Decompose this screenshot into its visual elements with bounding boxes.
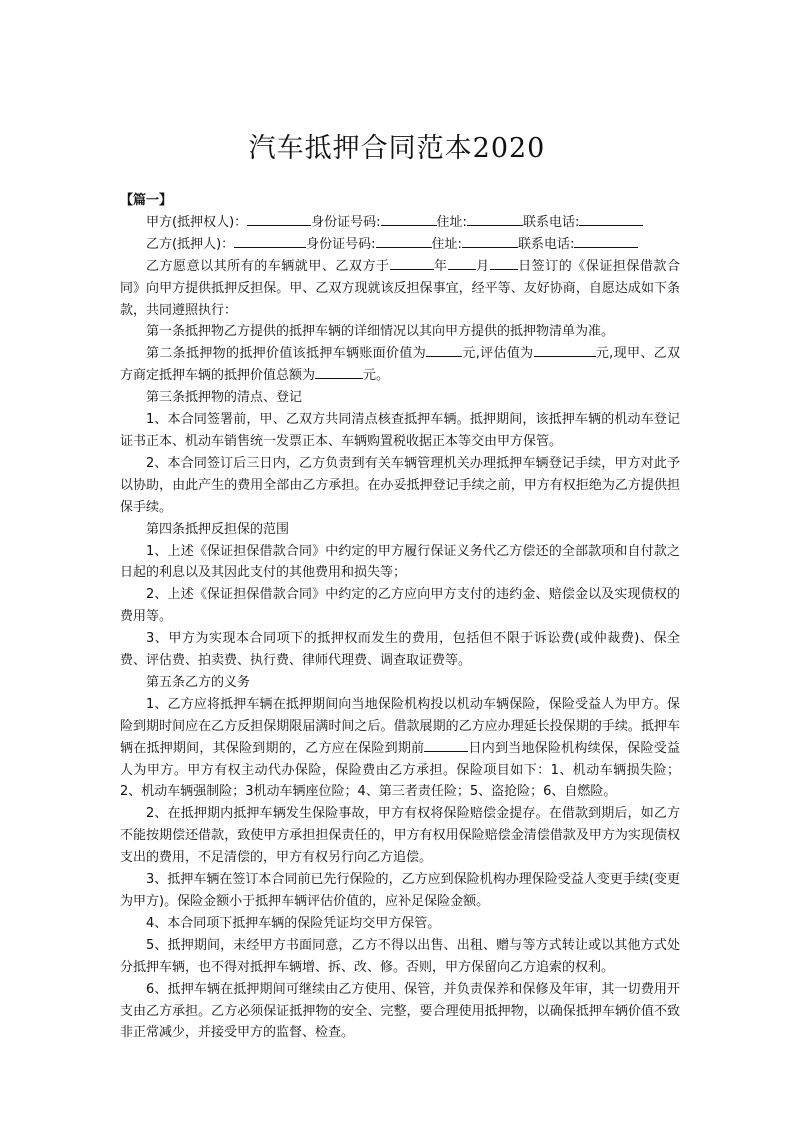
party-a-label: 甲方(抵押权人)： <box>146 214 248 230</box>
month-blank <box>448 256 476 270</box>
art2-text-2: 元,评估值为 <box>462 346 534 362</box>
article-5-heading: 第五条乙方的义务 <box>146 674 251 690</box>
article-5-item-1 <box>120 694 680 804</box>
intro-year-label: 年 <box>433 258 448 274</box>
article-4-item-1: 1、上述《保证担保借款合同》中约定的甲方履行保证义务代乙方偿还的全部款项和自付款之日起的利息以及其因此支付的其他费用和损失等； <box>120 543 680 581</box>
document-body <box>120 190 680 1044</box>
party-b-phone-blank <box>574 234 638 248</box>
party-b-addr-blank <box>462 234 518 248</box>
party-b-name-blank <box>234 234 306 248</box>
article-3-item-2: 2、本合同签订后三日内，乙方负责到有关车辆管理机关办理抵押车辆登记手续，甲方对此予以协助，由此产生的费用全部由乙方承担。在办妥抵押登记手续之前，甲方有权拒绝为乙方提供担保手续。 <box>120 455 680 515</box>
art2-text-1: 第二条抵押物的抵押价值该抵押车辆账面价值为 <box>146 346 427 362</box>
party-a-addr-blank <box>467 212 523 226</box>
party-b-addr-label: 住址: <box>431 236 462 252</box>
mortgage-value-blank <box>315 365 363 379</box>
section-heading: 【篇一】 <box>120 193 173 208</box>
art5-item1-text-2: 日内到当地保险机构续保，保险受益人为甲方。甲方有权主动代办保险，保险费由乙方承担。保险项目如下：1、机动车辆损失险；2、机动车辆强制险；3机动车辆座位险；4、第三者责任险；5、盗抢险；6、自燃险。 <box>120 740 680 800</box>
party-b-label: 乙方(抵押人)： <box>146 236 235 252</box>
art2-text-3: 元,现甲、乙双方商定抵押车辆的抵押价值总额为 <box>120 346 680 384</box>
article-4-item-3: 3、甲方为实现本合同项下的抵押权而发生的费用，包括但不限于诉讼费(或仲裁费)、保全费、评估费、拍卖费、执行费、律师代理费、调查取证费等。 <box>120 631 680 669</box>
art2-text-4: 元。 <box>363 368 390 384</box>
article-5-item-4: 4、本合同项下抵押车辆的保险凭证均交甲方保管。 <box>146 915 441 931</box>
day-blank <box>490 256 518 270</box>
article-5-item-5: 5、抵押期间，未经甲方书面同意，乙方不得以出售、出租、赠与等方式转让或以其他方式处分抵押车辆，也不得对抵押车辆增、拆、改、修。否则，甲方保留向乙方追索的权利。 <box>120 937 680 975</box>
intro-text-2: 日签订的《保证担保借款合同》向甲方提供抵押反担保。甲、乙双方现就该反担保事宜，经平等、友好协商，自愿达成如下条款，共同遵照执行： <box>120 258 680 318</box>
party-a-phone-label: 联系电话: <box>522 214 580 230</box>
party-a-id-label: 身份证号码: <box>311 214 381 230</box>
renewal-days-blank <box>424 738 468 752</box>
party-b-id-label: 身份证号码: <box>306 236 376 252</box>
party-b-id-blank <box>376 234 432 248</box>
party-a-id-blank <box>381 212 437 226</box>
party-a-addr-label: 住址: <box>436 214 467 230</box>
party-a-name-blank <box>247 212 311 226</box>
year-blank <box>390 256 434 270</box>
article-2 <box>120 343 680 387</box>
intro-text-1: 乙方愿意以其所有的车辆就甲、乙双方于 <box>146 258 390 274</box>
party-b-phone-label: 联系电话: <box>517 236 575 252</box>
intro-month-label: 月 <box>475 258 490 274</box>
book-value-blank <box>426 343 462 357</box>
article-5-item-3: 3、抵押车辆在签订本合同前已先行保险的，乙方应到保险机构办理保险受益人变更手续(变更为甲方)。保险金额小于抵押车辆评估价值的，应补足保险金额。 <box>120 872 680 909</box>
article-5-item-2: 2、在抵押期内抵押车辆发生保险事故，甲方有权将保险赔偿金提存。在借款到期后，如乙方不能按期偿还借款，致使甲方承担担保责任的，甲方有权用保险赔偿金清偿借款及甲方为实现债权支出的费用，不足清偿的，甲方有权另行向乙方追偿。 <box>120 806 680 866</box>
appraisal-blank <box>534 343 596 357</box>
document-title: 汽车抵押合同范本2020 <box>248 133 546 164</box>
article-3-item-1: 1、本合同签署前，甲、乙双方共同清点核查抵押车辆。抵押期间，该抵押车辆的机动车登记证书正本、机动车销售统一发票正本、车辆购置税收据正本等交由甲方保管。 <box>120 412 680 449</box>
article-1: 第一条抵押物乙方提供的抵押车辆的详细情况以其向甲方提供的抵押物清单为准。 <box>146 324 615 340</box>
party-a-line <box>120 212 680 234</box>
article-4-item-2: 2、上述《保证担保借款合同》中约定的乙方应向甲方支付的违约金、赔偿金以及实现债权的费用等。 <box>120 587 680 625</box>
intro-paragraph <box>120 256 680 322</box>
article-4-heading: 第四条抵押反担保的范围 <box>146 521 290 537</box>
party-a-phone-blank <box>579 212 643 226</box>
party-b-line <box>120 234 680 256</box>
art5-item1-text-1: 1、乙方应将抵押车辆在抵押期间向当地保险机构投以机动车辆保险，保险受益人为甲方。保险到期时间应在乙方反担保期限届满时间之后。借款展期的乙方应办理延长投保期的手续。抵押车辆在抵押期间，其保险到期的，乙方应在保险到期前 <box>120 696 680 756</box>
article-5-item-6: 6、抵押车辆在抵押期间可继续由乙方使用、保管，并负责保养和保修及年审，其一切费用开支由乙方承担。乙方必须保证抵押物的安全、完整，要合理使用抵押物，以确保抵押车辆价值不致非正常减少，并接受甲方的监督、检查。 <box>120 981 680 1041</box>
article-3-heading: 第三条抵押物的清点、登记 <box>146 390 303 406</box>
